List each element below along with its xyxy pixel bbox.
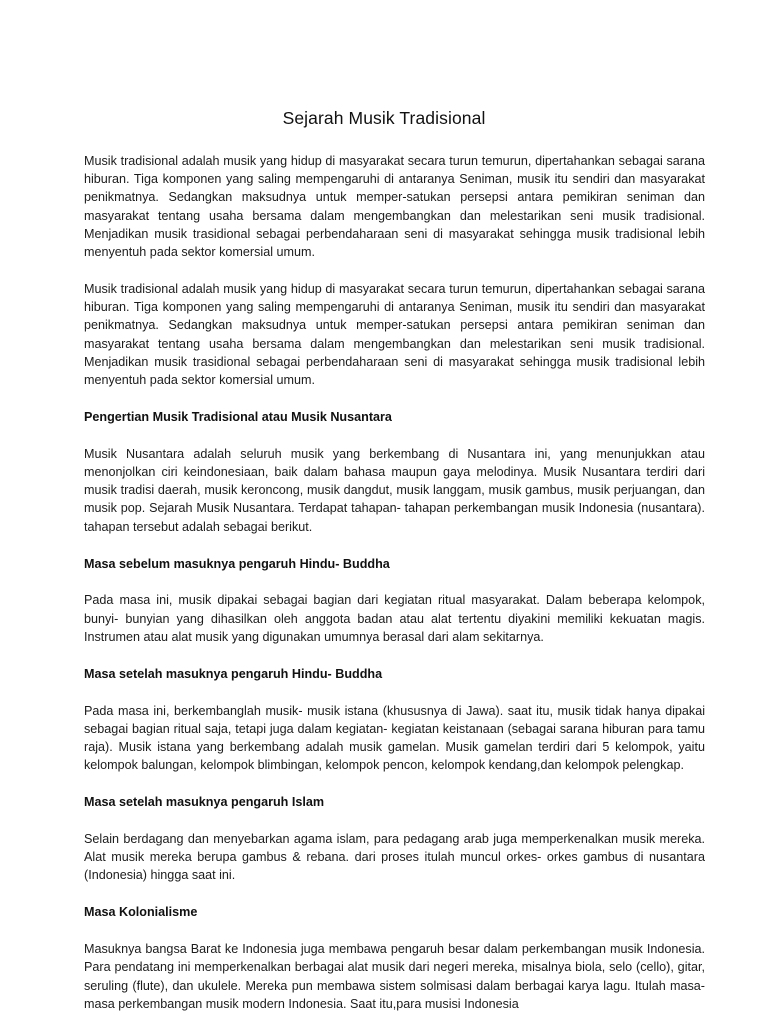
- paragraph-intro-1: Musik tradisional adalah musik yang hidup di masyarakat secara turun temurun, dipertahankan sebagai sarana hiburan. Tiga komponen yang saling mempengaruhi di antaranya Seniman, musik itu sendiri dan masyarakat penikmatnya. Sedangkan maksudnya untuk memper-satukan persepsi antara pemikiran seniman dan masyarakat tentang usaha bersama dalam mengembangkan dan melestarikan seni musik tradisional. Menjadikan musik trasidional sebagai perbendaharaan seni di masyarakat sehingga musik tradisional lebih menyentuh pada sektor komersial umum.: [84, 154, 705, 260]
- heading-pengaruh-islam: Masa setelah masuknya pengaruh Islam: [84, 795, 325, 810]
- paragraph-pengaruh-islam: Selain berdagang dan menyebarkan agama islam, para pedagang arab juga memperkenalkan musik mereka. Alat musik mereka berupa gambus & rebana. dari proses itulah muncul orkes- orkes gambus di nusantara (Indonesia) hingga saat ini.: [84, 832, 705, 883]
- paragraph-setelah-hindu-buddha: Pada masa ini, berkembanglah musik- musik istana (khususnya di Jawa). saat itu, musik tidak hanya dipakai sebagai bagian ritual saja, tetapi juga dalam kegiatan- kegiatan keistanaan (sebagai sarana hiburan para tamu raja). Musik istana yang berkembang adalah musik gamelan. Musik gamelan terdiri dari 5 kelompok, yaitu kelompok balungan, kelompok blimbingan, kelompok pencon, kelompok kendang,dan kelompok pelengkap.: [84, 703, 705, 773]
- paragraph-sebelum-hindu-buddha: Pada masa ini, musik dipakai sebagai bagian dari kegiatan ritual masyarakat. Dalam beberapa kelompok, bunyi- bunyian yang dihasilkan oleh anggota badan atau alat tertentu diyakini memiliki kekuatan magis. Instrumen atau alat musik yang digunakan umumnya berasal dari alam sekitarnya.: [84, 593, 705, 644]
- paragraph-intro-2: Musik tradisional adalah musik yang hidup di masyarakat secara turun temurun, dipertahankan sebagai sarana hiburan. Tiga komponen yang saling mempengaruhi di antaranya Seniman, musik itu sendiri dan masyarakat penikmatnya. Sedangkan maksudnya untuk memper-satukan persepsi antara pemikiran seniman dan masyarakat tentang usaha bersama dalam mengembangkan dan melestarikan seni musik tradisional. Menjadikan musik trasidional sebagai perbendaharaan seni di masyarakat sehingga musik tradisional lebih menyentuh pada sektor komersial umum.: [84, 282, 705, 388]
- paragraph-kolonialisme: Masuknya bangsa Barat ke Indonesia juga membawa pengaruh besar dalam perkembangan musik Indonesia. Para pendatang ini memperkenalkan berbagai alat musik dari negeri mereka, misalnya biola, selo (cello), gitar, seruling (flute), dan ukulele. Mereka pun membawa sistem solmisasi dalam berbagai karya lagu. Itulah masa- masa perkembangan musik modern Indonesia. Saat itu,para musisi Indonesia: [84, 942, 705, 1011]
- document-body: [84, 152, 705, 1024]
- heading-pengertian: Pengertian Musik Tradisional atau Musik Nusantara: [84, 410, 392, 425]
- heading-kolonialisme: Masa Kolonialisme: [84, 905, 198, 920]
- heading-sebelum-hindu-buddha: Masa sebelum masuknya pengaruh Hindu- Buddha: [84, 556, 390, 571]
- document-title: Sejarah Musik Tradisional: [282, 108, 486, 128]
- paragraph-pengertian: Musik Nusantara adalah seluruh musik yang berkembang di Nusantara ini, yang menunjukkan atau menonjolkan ciri keindonesiaan, baik dalam bahasa maupun gaya melodinya. Musik Nusantara terdiri dari musik tradisi daerah, musik keroncong, musik dangdut, musik langgam, musik gambus, musik perjuangan, dan musik pop. Sejarah Musik Nusantara. Terdapat tahapan- tahapan perkembangan musik Indonesia (nusantara). tahapan tersebut adalah sebagai berikut.: [84, 446, 705, 534]
- heading-setelah-hindu-buddha: Masa setelah masuknya pengaruh Hindu- Buddha: [84, 666, 383, 681]
